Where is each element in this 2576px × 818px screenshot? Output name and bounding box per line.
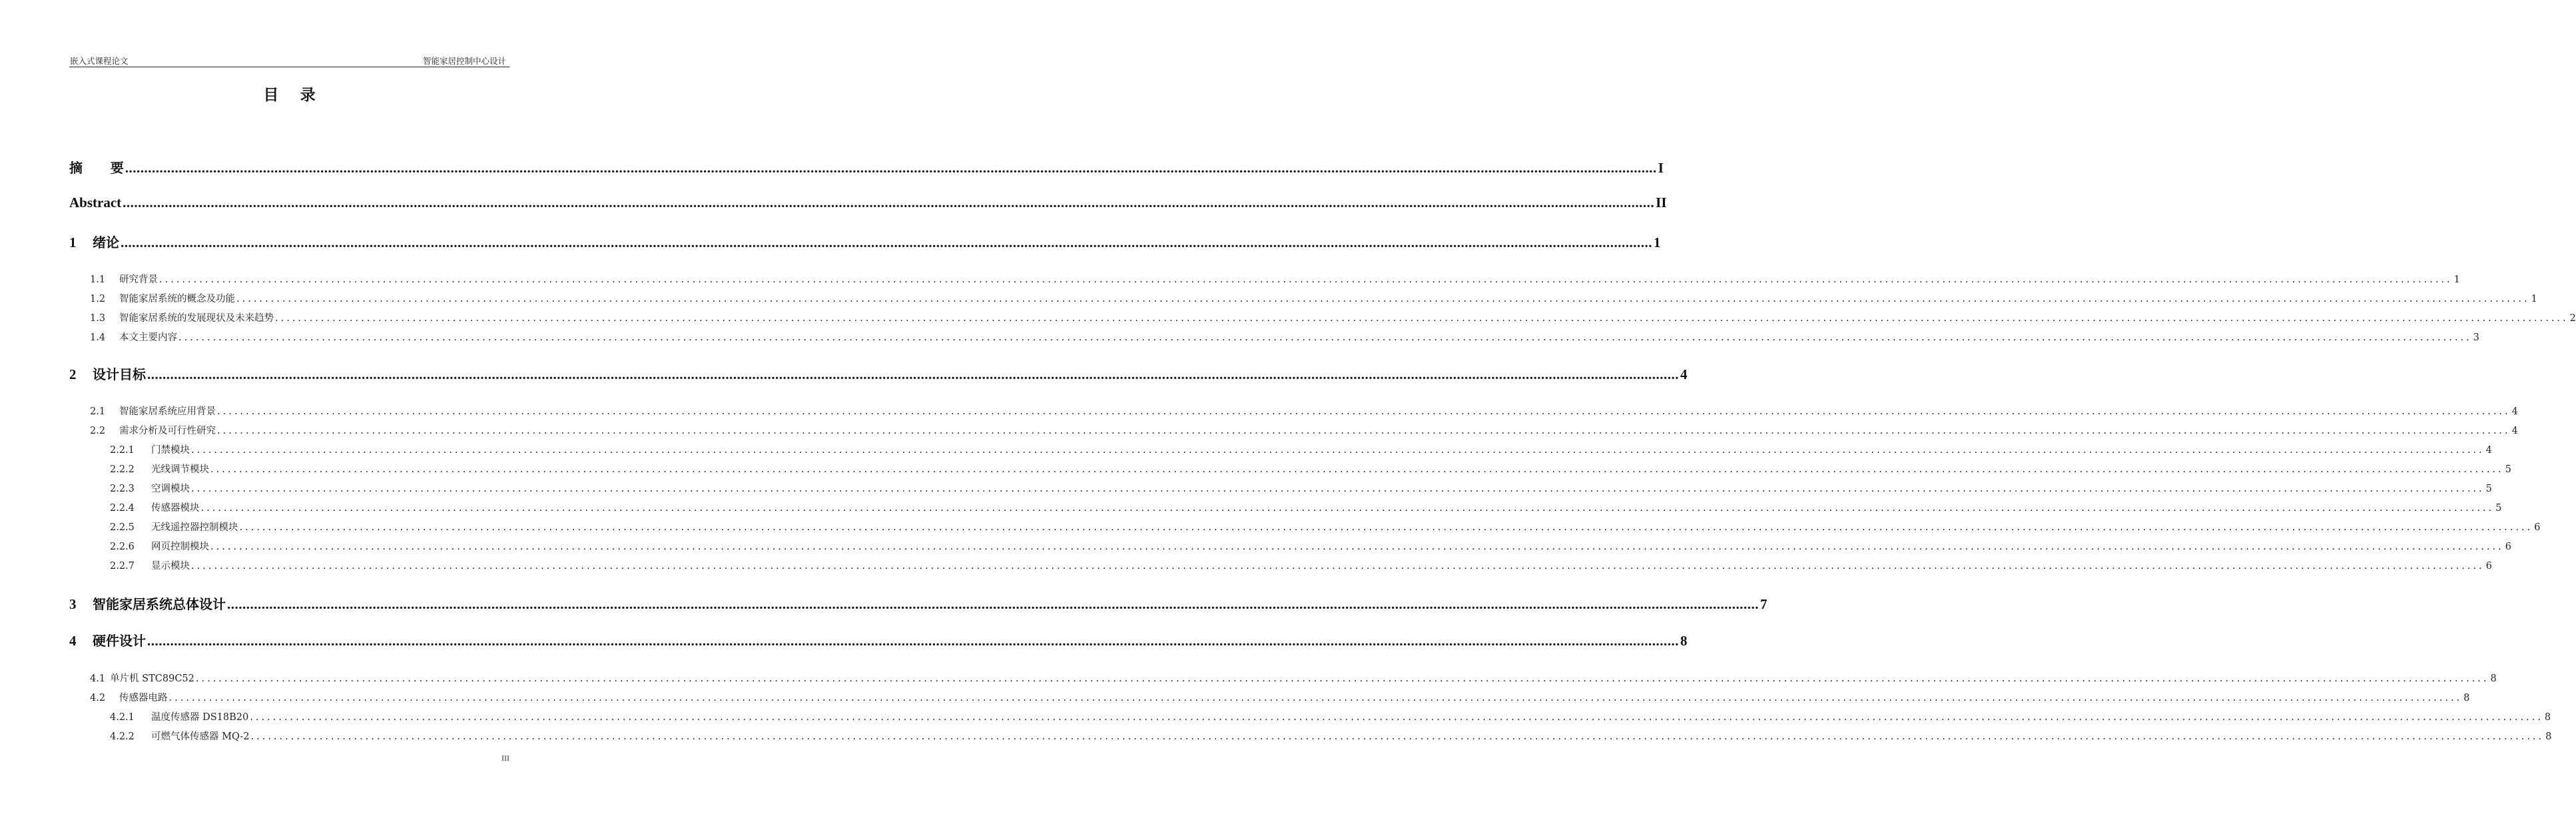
toc-entry-text: 智能家居系统的发展现状及未来趋势: [119, 313, 274, 324]
toc-leader-dots: ................................................................................................................................................................................................................................................................................................................................................................................................................: [191, 484, 2485, 494]
toc-entry[interactable]: [90, 310, 2576, 324]
toc-leader-dots: ................................................................................................................................................................................................................................................................................................................................................................................................................: [210, 464, 2504, 475]
toc-entry[interactable]: [110, 558, 2492, 572]
toc-entry-text: 空调模块: [151, 484, 190, 494]
toc-entry-label: [69, 630, 146, 649]
toc-entry-number: 4.2: [90, 693, 106, 703]
toc-leader-dots: ................................................................................................................................................................................................................................................................................................................................................................................................................: [159, 274, 2453, 285]
toc-entry[interactable]: [110, 500, 2502, 514]
toc-leader-dots: ................................................................................................................................................................................................................................................................................................................................................................................................................: [147, 633, 1679, 649]
toc-entry-label: [69, 594, 226, 613]
toc-entry[interactable]: [90, 291, 2537, 305]
toc-entry-label: [90, 671, 194, 685]
toc-leader-dots: ................................................................................................................................................................................................................................................................................................................................................................................................................: [147, 366, 1679, 382]
toc-entry-page: 1: [1654, 234, 1661, 250]
toc-entry-number: 2.2: [90, 426, 106, 436]
toc-entry[interactable]: [110, 520, 2541, 534]
toc-leader-dots: ................................................................................................................................................................................................................................................................................................................................................................................................................: [275, 313, 2569, 324]
toc-entry-text: 硬件设计: [93, 633, 146, 649]
toc-entry[interactable]: [69, 630, 1688, 649]
toc-leader-dots: ................................................................................................................................................................................................................................................................................................................................................................................................................: [121, 234, 1652, 250]
toc-entry-text: 光线调节模块: [151, 464, 209, 475]
toc-entry-label: [110, 442, 190, 456]
toc-entry-page: 2: [2569, 313, 2576, 324]
toc-entry-number: 3: [69, 596, 77, 612]
toc-leader-dots: ................................................................................................................................................................................................................................................................................................................................................................................................................: [191, 561, 2485, 572]
toc-leader-dots: ................................................................................................................................................................................................................................................................................................................................................................................................................: [239, 522, 2533, 533]
toc-entry-label: [69, 195, 121, 211]
toc-entry-text: 显示模块: [151, 561, 190, 572]
toc-leader-dots: ................................................................................................................................................................................................................................................................................................................................................................................................................: [191, 445, 2485, 456]
toc-entry-text: 网页控制模块: [151, 542, 209, 552]
toc-entry-label: [110, 520, 238, 534]
toc-entry-page: 4: [2511, 406, 2518, 417]
toc-entry-page: 6: [2534, 522, 2541, 533]
toc-leader-dots: ................................................................................................................................................................................................................................................................................................................................................................................................................: [123, 195, 1655, 210]
toc-entry-label: [90, 310, 274, 324]
toc-leader-dots: ................................................................................................................................................................................................................................................................................................................................................................................................................: [178, 332, 2472, 343]
toc-leader-dots: ................................................................................................................................................................................................................................................................................................................................................................................................................: [217, 426, 2511, 436]
toc-entry-page: 8: [2463, 693, 2470, 703]
toc-leader-dots: ................................................................................................................................................................................................................................................................................................................................................................................................................: [227, 596, 1759, 612]
toc-entry-page: 5: [2505, 464, 2511, 475]
toc-entry-label: [110, 481, 190, 495]
toc-leader-dots: ................................................................................................................................................................................................................................................................................................................................................................................................................: [195, 673, 2489, 684]
toc-entry-text: 传感器模块: [151, 503, 200, 514]
toc-entry[interactable]: [69, 364, 1688, 383]
toc-leader-dots: ................................................................................................................................................................................................................................................................................................................................................................................................................: [168, 693, 2463, 703]
toc-entry-page: 3: [2473, 332, 2479, 343]
toc-entry[interactable]: [90, 404, 2518, 418]
toc-entry-label: [90, 423, 216, 437]
toc-entry-number: 4.1: [90, 673, 106, 684]
toc-entry-number: 2.2.4: [110, 503, 135, 514]
toc-entry-page: 5: [2495, 503, 2502, 514]
toc-entry-number: 2: [69, 366, 77, 382]
toc-entry-label: [69, 232, 119, 251]
toc-entry-number: 2.2.1: [110, 445, 135, 456]
toc-entry[interactable]: [110, 539, 2511, 553]
toc-entry[interactable]: [69, 195, 1667, 211]
toc-entry-number: 1.2: [90, 294, 106, 304]
toc-entry[interactable]: [110, 481, 2492, 495]
toc-entry-label: [69, 364, 146, 383]
toc-leader-dots: ................................................................................................................................................................................................................................................................................................................................................................................................................: [200, 503, 2495, 514]
toc-entry[interactable]: [110, 442, 2492, 456]
toc-entry-label: [90, 404, 216, 418]
toc-entry-text: 需求分析及可行性研究: [119, 426, 216, 436]
toc-entry[interactable]: [110, 729, 2552, 743]
toc-entry-text: 研究背景: [119, 274, 158, 285]
toc-entry-text: 设计目标: [93, 366, 146, 382]
toc-entry-text: 智能家居系统总体设计: [93, 596, 226, 612]
toc-entry-label: [90, 690, 168, 704]
toc-entry-page: 8: [2490, 673, 2497, 684]
toc-entry-page: 6: [2485, 561, 2492, 572]
toc-entry-number: 2.2.7: [110, 561, 135, 572]
toc-entry-text: 单片机 STC89C52: [110, 673, 194, 684]
toc-entry[interactable]: [69, 232, 1661, 251]
toc-entry-label: [110, 709, 248, 723]
toc-entry[interactable]: [90, 272, 2460, 286]
toc-entry[interactable]: [69, 157, 1664, 177]
toc-entry[interactable]: [90, 671, 2497, 685]
running-header-right: 智能家居控制中心设计: [422, 56, 506, 66]
toc-entry-page: I: [1658, 160, 1664, 176]
toc-title: 目录: [263, 87, 337, 104]
toc-leader-dots: ................................................................................................................................................................................................................................................................................................................................................................................................................: [250, 712, 2543, 723]
toc-entry-number: 1.4: [90, 332, 106, 343]
toc-entry-text: 可燃气体传感器 MQ-2: [151, 731, 250, 742]
toc-entry-page: 4: [1680, 366, 1688, 382]
toc-entry-text: 绪论: [93, 234, 119, 250]
toc-entry-number: 1.1: [90, 274, 106, 285]
toc-entry-number: 4: [69, 633, 77, 649]
toc-entry-page: 4: [2485, 445, 2492, 456]
toc-entry-text: 温度传感器 DS18B20: [151, 712, 249, 723]
toc-entry-text: 门禁模块: [151, 445, 190, 456]
toc-leader-dots: ................................................................................................................................................................................................................................................................................................................................................................................................................: [236, 294, 2530, 304]
toc-entry-page: 4: [2511, 426, 2518, 436]
toc-entry-page: 1: [2453, 274, 2460, 285]
toc-entry-number: 2.1: [90, 406, 106, 417]
toc-entry-label: [110, 539, 209, 553]
toc-entry-text: 智能家居系统应用背景: [119, 406, 216, 417]
toc-entry[interactable]: [69, 594, 1768, 613]
toc-entry-number: 1: [69, 234, 77, 250]
toc-entry-number: 2.2.6: [110, 542, 135, 552]
toc-entry-number: 4.2.2: [110, 731, 135, 742]
toc-entry-text: 传感器电路: [119, 693, 168, 703]
toc-entry-number: 2.2.5: [110, 522, 135, 533]
toc-entry-label: [90, 330, 177, 344]
toc-entry[interactable]: [110, 709, 2551, 723]
toc-leader-dots: ................................................................................................................................................................................................................................................................................................................................................................................................................: [125, 160, 1657, 176]
toc-entry-page: 7: [1760, 596, 1768, 612]
toc-entry-text: 本文主要内容: [119, 332, 177, 343]
toc-entry-number: 1.3: [90, 313, 106, 324]
toc-entry-text: 摘 要: [69, 160, 124, 176]
toc-entry-page: 8: [2544, 712, 2551, 723]
toc-entry-label: [69, 157, 124, 177]
toc-entry-text: 无线遥控器控制模块: [151, 522, 238, 533]
toc-leader-dots: ................................................................................................................................................................................................................................................................................................................................................................................................................: [217, 406, 2511, 417]
toc-entry-label: [90, 291, 235, 305]
running-header-left: 嵌入式课程论文: [70, 56, 129, 66]
toc-entry[interactable]: [110, 462, 2511, 476]
toc-entry-page: 8: [1680, 633, 1688, 649]
toc-entry-number: 2.2.2: [110, 464, 135, 475]
toc-leader-dots: ................................................................................................................................................................................................................................................................................................................................................................................................................: [250, 731, 2545, 742]
toc-entry-label: [110, 729, 250, 743]
toc-entry[interactable]: [90, 423, 2518, 437]
toc-entry-label: [110, 500, 200, 514]
toc-entry-text: Abstract: [69, 195, 122, 210]
toc-entry-number: 2.2.3: [110, 484, 135, 494]
toc-entry-page: 6: [2505, 542, 2511, 552]
toc-entry-text: 智能家居系统的概念及功能: [119, 294, 235, 304]
toc-entry-number: 4.2.1: [110, 712, 135, 723]
toc-leader-dots: ................................................................................................................................................................................................................................................................................................................................................................................................................: [210, 542, 2504, 552]
toc-entry-page: 5: [2485, 484, 2492, 494]
toc-entry[interactable]: [90, 690, 2470, 704]
page-number: III: [501, 753, 509, 763]
toc-entry-label: [110, 462, 209, 476]
toc-entry-label: [110, 558, 190, 572]
toc-entry-page: II: [1656, 195, 1667, 210]
toc-entry[interactable]: [90, 330, 2479, 344]
toc-entry-label: [90, 272, 158, 286]
toc-entry-page: 8: [2545, 731, 2552, 742]
toc-entry-page: 1: [2531, 294, 2537, 304]
